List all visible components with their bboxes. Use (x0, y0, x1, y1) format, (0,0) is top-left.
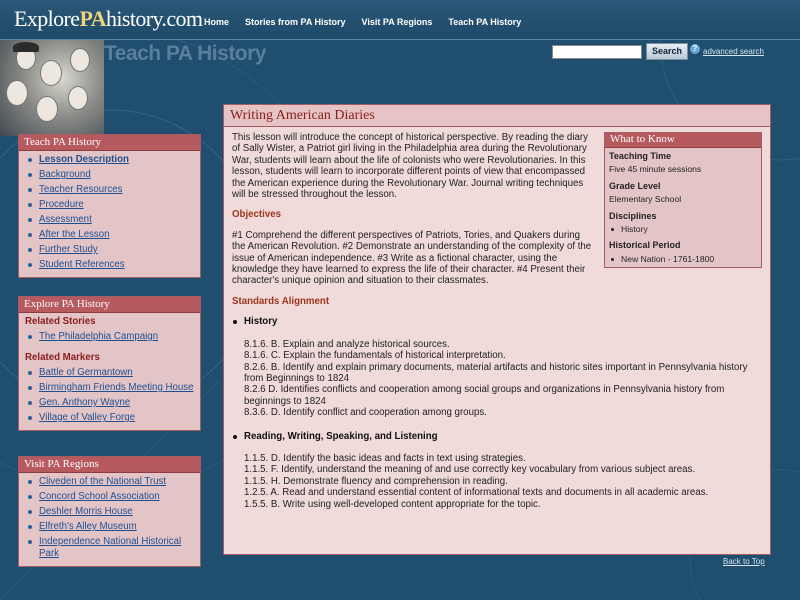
teach-item (25, 214, 194, 226)
region-item (25, 506, 194, 518)
standard-line: 8.3.6. D. Identify conflict and cooperation among groups. (244, 407, 487, 419)
standard-line: 1.1.5. H. Demonstrate fluency and comprehension in reading. (244, 475, 508, 487)
teach-link-further-study[interactable]: Further Study (39, 244, 98, 255)
nav-home[interactable]: Home (204, 17, 230, 27)
historic-photo (0, 40, 104, 136)
regions-list (19, 473, 200, 566)
logo-text-pa: PA (79, 6, 106, 31)
disciplines-value: History (605, 222, 761, 237)
marker-item (25, 397, 194, 409)
standard-line: 8.1.6. B. Explain and analyze historical sources. (244, 338, 450, 350)
teach-item (25, 184, 194, 196)
marker-item (25, 382, 194, 394)
teach-link-student-references[interactable]: Student References (39, 259, 125, 270)
main-nav (204, 17, 521, 27)
lesson-body (224, 127, 770, 510)
related-markers-list (19, 364, 200, 430)
region-link-deshler-morris[interactable]: Deshler Morris House (39, 506, 133, 517)
explore-box-title: Explore PA History (19, 297, 200, 313)
region-item (25, 476, 194, 488)
marker-item (25, 412, 194, 424)
teach-item (25, 199, 194, 211)
related-markers-label: Related Markers (25, 352, 100, 363)
nav-teach[interactable]: Teach PA History (448, 17, 522, 27)
region-item (25, 521, 194, 533)
history-standards-list (232, 339, 762, 419)
explore-box (18, 296, 201, 431)
teaching-time-value: Five 45 minute sessions (609, 164, 702, 175)
story-link-philadelphia-campaign[interactable]: The Philadelphia Campaign (39, 331, 159, 342)
standard-line: 8.2.6. B. Identify and explain primary documents, material artifacts and historic sites important in Pennsylvania history from Beginnings to 1824 (244, 361, 748, 384)
nav-regions[interactable]: Visit PA Regions (361, 17, 433, 27)
standard-line: 1.5.5. B. Write using well-developed content appropriate for the topic. (244, 498, 541, 510)
section-heading: Teach PA History (104, 42, 266, 65)
advanced-search-link[interactable]: advanced search (703, 47, 764, 56)
regions-box (18, 456, 201, 567)
top-navigation-bar (0, 0, 800, 40)
marker-item (25, 367, 194, 379)
region-link-concord-school[interactable]: Concord School Association (39, 491, 160, 502)
teach-link-procedure[interactable]: Procedure (39, 199, 84, 210)
what-to-know-box (604, 132, 762, 268)
site-logo[interactable] (14, 6, 202, 32)
teaching-time-label: Teaching Time (609, 151, 672, 161)
marker-link-germantown[interactable]: Battle of Germantown (39, 367, 133, 378)
teach-item (25, 259, 194, 271)
marker-link-anthony-wayne[interactable]: Gen. Anthony Wayne (39, 397, 131, 408)
standard-line: 1.2.5. A. Read and understand essential content of informational texts and documents in all academic areas. (244, 487, 709, 499)
region-link-independence-park[interactable]: Independence National Historical Park (39, 536, 182, 559)
standards-heading: Standards Alignment (232, 295, 330, 307)
teach-link-after-lesson[interactable]: After the Lesson (39, 229, 110, 240)
reading-standards-list (232, 453, 762, 510)
region-item (25, 491, 194, 503)
grade-level-label: Grade Level (609, 180, 661, 191)
story-item (25, 331, 194, 343)
teach-box (18, 134, 201, 278)
historical-period-label: Historical Period (609, 240, 681, 251)
standard-line: 8.1.6. C. Explain the fundamentals of historical interpretation. (244, 350, 506, 362)
teach-item (25, 154, 194, 166)
logo-text-explore: Explore (14, 6, 80, 31)
teach-link-teacher-resources[interactable]: Teacher Resources (39, 184, 123, 195)
search-input[interactable] (552, 45, 642, 59)
region-item (25, 536, 194, 559)
standard-line: 8.2.6 D. Identifies conflicts and cooperation among social groups and organizations in Pennsylvania history from beginnings to 1824 (244, 384, 725, 407)
lesson-intro: This lesson will introduce the concept of historical perspective. By reading the diary of Sally Wister, a Patriot girl living in the Philadelphia area during the Revolutionary War, students will learn about the life of colonists who were Revolutionaries. In this lesson, students will learn to incorporate different points of view that encompassed the American experience during the Revolutionary War. Journal writing techniques will be stressed throughout the lesson. (232, 132, 588, 201)
region-link-elfreths-alley[interactable]: Elfreth's Alley Museum (39, 521, 137, 532)
logo-text-history: history.com (105, 6, 203, 31)
teach-item (25, 169, 194, 181)
teach-menu (19, 151, 200, 277)
standard-line: 1.1.5. D. Identify the basic ideas and facts in text using strategies. (244, 452, 526, 464)
teach-link-assessment[interactable]: Assessment (39, 214, 92, 225)
related-stories-list (19, 328, 200, 349)
search-button[interactable]: Search (646, 43, 688, 60)
disciplines-label: Disciplines (609, 210, 657, 221)
help-icon[interactable]: ? (690, 44, 700, 54)
objectives-heading: Objectives (232, 209, 282, 221)
lesson-panel (223, 104, 771, 555)
teach-item (25, 229, 194, 241)
back-to-top-link[interactable]: Back to Top (723, 557, 765, 566)
lesson-title: Writing American Diaries (224, 105, 770, 127)
reading-standards-heading: Reading, Writing, Speaking, and Listening (232, 431, 762, 442)
teach-link-lesson-description[interactable]: Lesson Description (39, 154, 129, 165)
marker-link-birmingham[interactable]: Birmingham Friends Meeting House (39, 382, 194, 393)
teach-link-background[interactable]: Background (39, 169, 91, 180)
region-link-cliveden[interactable]: Cliveden of the National Trust (39, 476, 167, 487)
marker-link-valley-forge[interactable]: Village of Valley Forge (39, 412, 136, 423)
nav-stories[interactable]: Stories from PA History (245, 17, 346, 27)
related-stories-label: Related Stories (25, 316, 96, 327)
historical-period-value: New Nation - 1761-1800 (605, 252, 761, 267)
teach-box-title: Teach PA History (19, 135, 200, 151)
grade-level-value: Elementary School (609, 194, 682, 205)
objectives-text: #1 Comprehend the different perspectives of Patriots, Tories, and Quakers during the American Revolution. #2 Demonstrate an understanding of the complexity of the issue of American independence. #3 Write as a fictional character, using the knowledge they have learned to express the life of their character. #4 Present their character's unique opinion and situation to their classmates. (232, 229, 592, 287)
teach-item (25, 244, 194, 256)
standard-line: 1.1.5. F. Identify, understand the meaning of and use correctly key vocabulary from various subject areas. (244, 464, 696, 476)
history-standards-heading: History (232, 316, 762, 327)
regions-box-title: Visit PA Regions (19, 457, 200, 473)
what-to-know-title: What to Know (605, 133, 761, 148)
